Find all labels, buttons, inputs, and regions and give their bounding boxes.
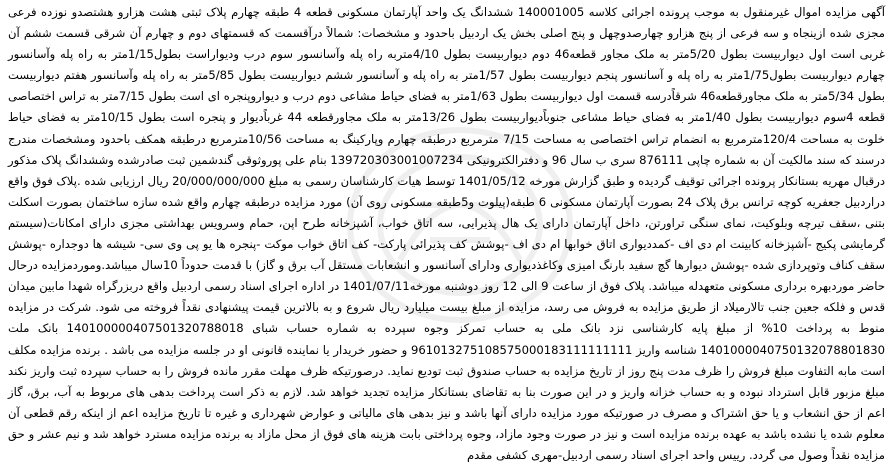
auction-notice-text: آگهی مزایده اموال غیرمنقول به موجب پرونده اجرائی کلاسه 140001005 ششدانگ یک واحد آپارتمان مسکونی قطعه 4 طبقه چهارم پلاک ثبتی هشت هزارو هشتصدو نوزده فرعی مجزی شده ازینجاه و سه فرعی از پنج هزارو چهارصدوچهل و پنج اصلی بخش یک اردبیل باحدود و مشخصات: شمالاً درآقسمت که قسمتهای دوم و چهارم آن شرقی قسمت ششم آن غربی است اول دیواربیست بطول 5/20متر به ملک مجاور قطعه46 دوم دیواربیست بطول 4/10متربه راه پله وآسانسور سوم درب ودیواراست بطول1/15متر به راه پله وآسانسور چهارم دیواربیست بطول1/75متر به راه پله و آسانسور پنجم دیواربیست بطول 1/57متر به راه پله و آسانسور ششم دیواربیست بطول 5/85متر به راه پله وآسانسور هفتم دیواربیست بطول 5/34متر به ملک مجاورقطعه46 شرقاًدرسه قسمت اول دیواربیست بطول 1/63متر به فضای حیاط مشاعی دوم درب و دیواروپنجره ای است بطول 7/15متر به تراس اختصاصی قطعه 4سوم دیواربیست بطول 1/40متر به فضای حیاط مشاعی جنوباًدیواربیست بطول 13/26متر به ملک مجاورقطعه 44 غرباًدیوار و پنجره است بطول 10/15متر به فضای حیاط خلوت به مساحت 120/4مترمربع به انضمام تراس اختصاصی به مساحت 7/15 مترمربع درطبقه چهارم وپارکینگ به مساحت 10/56مترمربع درطبقه همکف باحدود ومشخصات مندرج درسند که سند مالکیت آن به شماره چاپی 876111 سری ب سال 96 و دفترالکترونیکی 139720303001007234 بنام علی پوروثوقی گندشمین ثبت صادرشده وششدانگ پلاک مذکور درقبال مهریه بستانکار پرونده اجرائی توقیف گردیده و طبق گزارش مورخه 1401/05/12 توسط هیات کارشناسان رسمی به مبلغ 20/000/000/000 ریال ارزیابی شده .پلاک فوق واقع دراردبیل جعفریه کوچه ترانس برق پلاک 24 بصورت آپارتمان مسکونی 6 طبقه(پیلوت و5طبقه مسکونی روی آن) مورد مزایده درطبقه چهارم واقع شده سازه ساختمان بصورت اسکلت بتنی ،سقف تیرچه وبلوکیت، نمای سنگی تراورتن، داخل آپارتمان دارای یک هال پذیرایی، سه اتاق خواب، آشپزخانه طرح اپن، حمام وسرویس بهداشتی مجزی دارای امکانات(سیستم گرمایشی پکیج -آشپزخانه کابینت ام دی اف -کمددیواری اتاق خوابها ام دی اف -پوشش کف پذیرائی پارکت- کف اتاق خواب موکت -پنجره ها یو پی وی سی- شیشه ها دوجداره -پوشش سقف کناف وتوپردازی شده -پوشش دیوارها گچ سفید بارنگ امیزی وکاغذدیواری ودارای آسانسور و انشعابات مستقل آب برق و گاز) با قدمت حدوداً 10سال میباشد.وموردمزایده درحال حاضر موردبهره برداری مسکونی متعهدله میباشد. پلاک فوق از ساعت 9 الی 12 روز دوشنبه مورخه1401/07/11 در اداره اجرای اسناد رسمی اردبیل واقع دربزرگراه شهدا مابین میدان قدس و فلکه جعین جنب تالارمیلاد از طریق مزایده به فروش می رسد، مزایده از مبلغ بیست میلیارد ریال شروع و به بالاترین قیمت پیشنهادی نقداً فروخته می شود. شرکت در مزایده منوط به پرداخت 10% از مبلغ پایه کارشناسی نزد بانک ملی به حساب تمرکز وجوه سپرده به شماره حساب شبای 140100000407501320788018 بانک ملت 1401000040750132078801830 شناسه واریز 961013275108575000183111111111 و حضور خریدار یا نماینده قانونی او در جلسه مزایده می باشد . برنده مزایده مکلف است مابه التفاوت مبلغ فروش را ظرف مدت پنج روز از تاریخ مزایده به حساب صندوق ثبت تودیع نماید. درصورتیکه ظرف مهلت مقرر مانده فروش را به حساب سپرده ثبت واریز نکند مبلغ مزبور قابل استرداد نبوده و به حساب خزانه واریز و در این صورت بنا به تقاضای بستانکار مزایده تجدید خواهد شد. لازم به ذکر است پرداخت بدهی های مربوط به آب، برق، گاز اعم از حق انشعاب و یا حق اشتراک و مصرف در صورتیکه مورد مزایده دارای آنها باشد و نیز بدهی های مالیاتی و عوارض شهرداری و غیره تا تاریخ مزایده اعم از اینکه رقم قطعی آن معلوم شده یا نشده باشد به عهده برنده مزایده است و نیز در صورت وجود مازاد، وجوه پرداختی بابت هزینه های فوق از محل مازاد به برنده مزایده مسترد خواهد شد و نیم عشر و حق مزایده نقداً وصول می گردد. رییس واحد اجرای اسناد رسمی اردبیل-مهری کشفی مقدم bbox=[8, 5, 886, 462]
